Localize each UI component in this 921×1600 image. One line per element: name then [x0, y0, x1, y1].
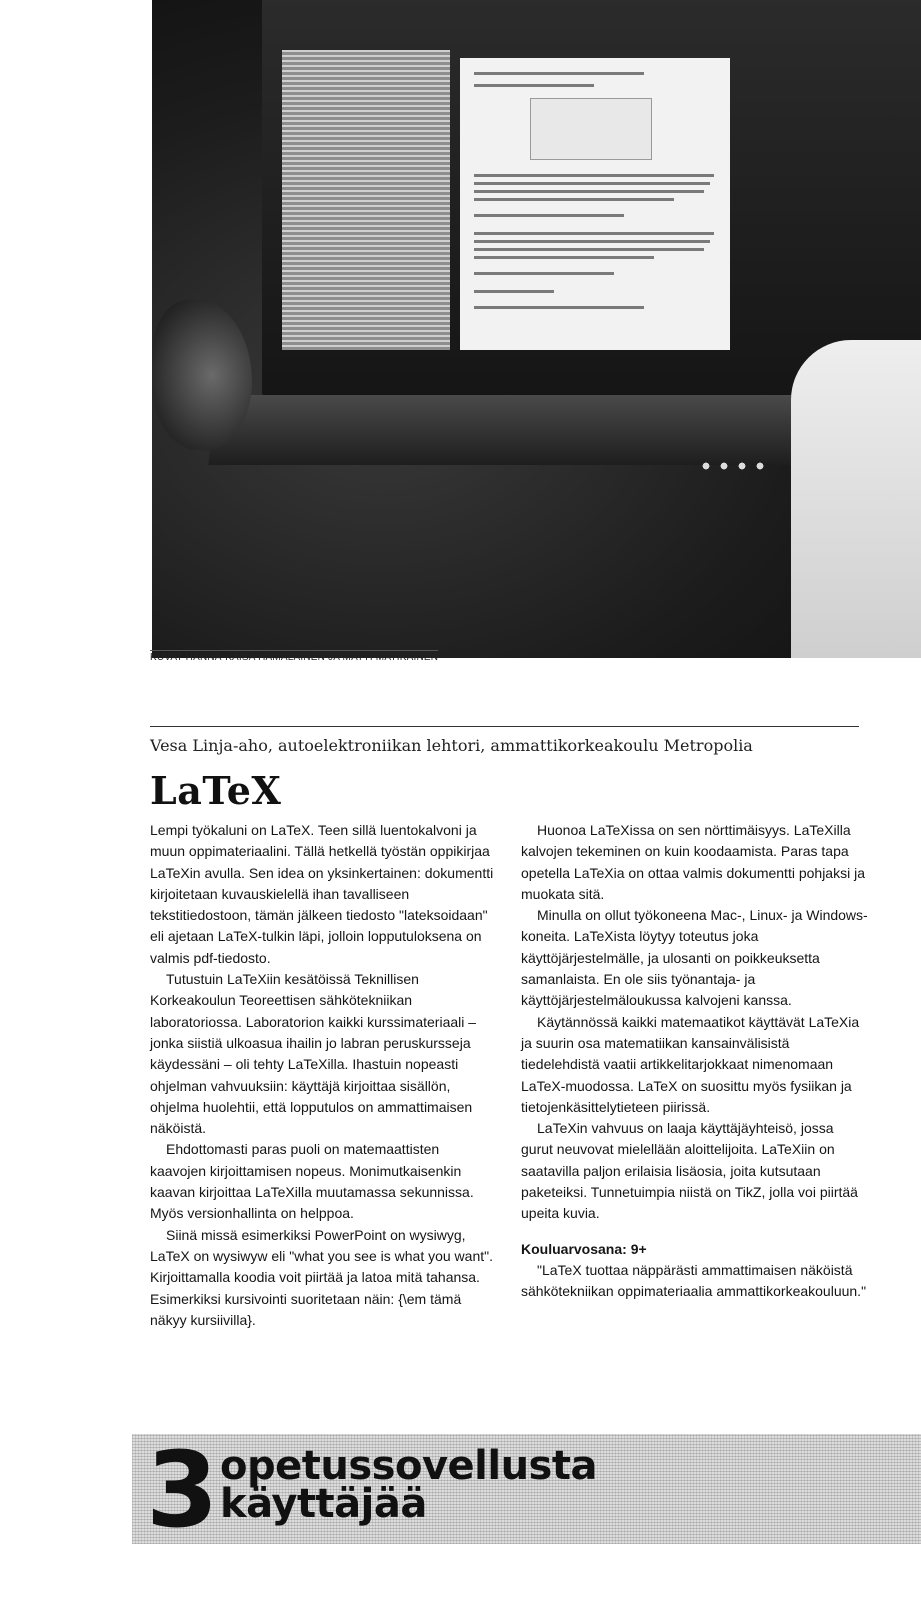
laptop-screen-editor-pane: [282, 50, 450, 350]
article-headline: LaTeX: [150, 768, 282, 813]
laptop-photo: [152, 0, 921, 658]
author-byline: Vesa Linja-aho, autoelektroniikan lehtori, ammattikorkeakoulu Metropolia: [150, 736, 753, 755]
left-hand: [152, 300, 252, 450]
paragraph: LaTeXin vahvuus on laaja käyttäjäyhteisö, jossa gurut neuvovat mielellään aloittelijoita. LaTeXiin on saatavilla paljon erilaisia lisäosia, joita kutsutaan paketeiksi. Tunnetuimpia niistä on TikZ, jolla voi piirtää upeita kuvia.: [521, 1120, 858, 1222]
photo-credit: KUVAT HANNA-KAISA HÄMÄLÄINEN JA MATTI MATIKAINEN: [150, 652, 439, 663]
paragraph: Huonoa LaTeXissa on sen nörttimäisyys. LaTeXilla kalvojen tekeminen on kuin koodaamista. Paras tapa opetella LaTeXia on ottaa valmis dokumentti pohjaksi ja muokata sitä.: [521, 822, 865, 902]
paragraph: Siinä missä esimerkiksi PowerPoint on wysiwyg, LaTeX on wysiwyw eli "what you see is what you want". Kirjoittamalla koodia voit piirtää ja latoa mitä tahansa. Esimerkiksi kursivointi suoritetaan näin: {\em tämä näkyy kursiivilla}.: [150, 1226, 493, 1328]
paragraph: Ehdottomasti paras puoli on matemaattisten kaavojen kirjoittamisen nopeus. Monimutkaisenkin kaavan kirjoittaa LaTeXilla muutamassa sekunnissa. Myös versionhallinta on helppoa.: [150, 1141, 474, 1222]
article-column-left: [150, 820, 498, 1331]
right-arm-sleeve: [791, 340, 921, 658]
paragraph: Käytännössä kaikki matemaatikot käyttävät LaTeXia ja suurin osa matematiikan kansainvälisistä tiedelehdistä vaatii artikkelitarjokkaat nimenomaan LaTeX-muodossa. LaTeX on suosittu myös fysiikan ja tietojenkäsittelytieteen piirissä.: [521, 1013, 860, 1115]
laptop-screen-pdf-pane: [460, 58, 730, 350]
section-divider: [150, 726, 859, 727]
section-banner: [132, 1429, 921, 1551]
paragraph: Lempi työkaluni on LaTeX. Teen sillä luentokalvoni ja muun oppimateriaalini. Tällä hetkellä työstän oppikirjaa LaTeXin avulla. Sen idea on yksinkertainen: dokumentti kirjoitetaan kuvauskielellä ihan tavalliseen tekstitiedostoon, tämän jälkeen tiedosto "lateksoidaan" eli ajetaan LaTeX-tulkin läpi, jolloin lopputuloksena on valmis pdf-tiedosto.: [150, 822, 494, 966]
school-grade-quote: "LaTeX tuottaa näppärästi ammattimaisen näköistä sähkötekniikan oppimateriaalia ammattikorkeakouluun.": [521, 1261, 867, 1300]
banner-number: 3: [146, 1429, 219, 1551]
banner-title-line2: käyttäjää: [220, 1481, 427, 1527]
article-column-right: [521, 820, 869, 1303]
laptop-indicator-lights: [697, 460, 767, 472]
paragraph: Tutustuin LaTeXiin kesätöissä Teknillisen Korkeakoulun Teoreettisen sähkötekniikan laboratoriossa. Laboratorion kaikki kurssimateriaali – jonka siistiä ulkoasua ihailin jo labran peruskursseja käydessäni – oli tehty LaTeXilla. Ihastuin nopeasti ohjelman vahvuuksiin: käyttäjä kirjoittaa sisällön, ohjelma huolehtii, että lopputulos on ammattimaisen näköistä.: [150, 971, 477, 1137]
paragraph: Minulla on ollut työkoneena Mac-, Linux- ja Windows-koneita. LaTeXista löytyy toteutus joka käyttöjärjestelmälle, ja ulosanti on poikkeuksetta samanlaista. En ole siis työnantaja- ja käyttöjärjestelmäloukussa kalvojeni kanssa.: [521, 907, 868, 1009]
school-grade-title: Kouluarvosana: 9+: [521, 1240, 647, 1257]
pdf-figure: [530, 98, 652, 160]
banner-title-line1: opetussovellusta: [220, 1443, 597, 1489]
